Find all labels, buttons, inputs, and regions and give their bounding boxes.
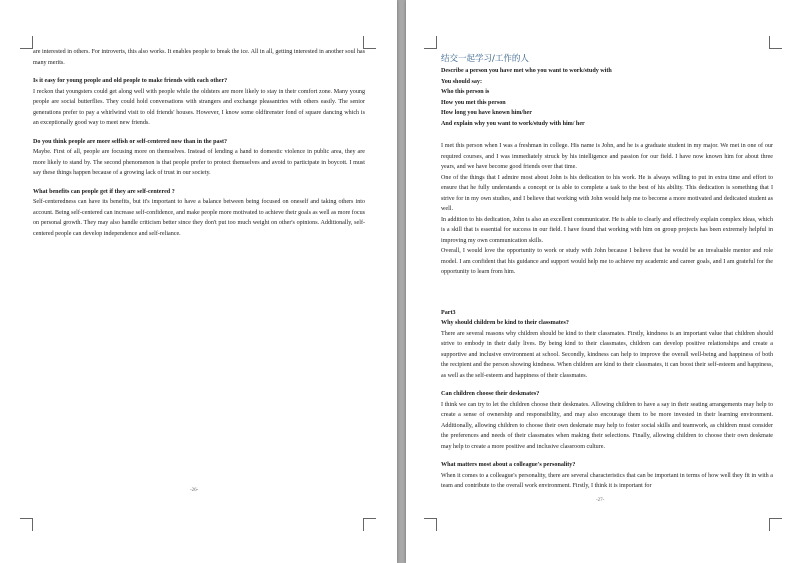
cue-card-point: How long you have known him/her bbox=[441, 110, 532, 116]
part-label: Part3 bbox=[441, 309, 456, 316]
cue-card-heading: Describe a person you have met who you want to work/study with bbox=[441, 68, 612, 74]
crop-mark bbox=[424, 36, 437, 49]
answer-paragraph: There are several reasons why children should be kind to their classmates. Firstly, kindness is an important value that children should strive to embody in their daily lives. By being kind to their classmates, children can develop positive relationships and create a supportive and inclusive environment at school. Secondly, kindness can help to improve the overall well-being and happiness of both the recipient and the person showing kindness. When children are kind to their classmates, it can boost their self-esteem and happiness, as well as the self-esteem and happiness of their classmates. bbox=[441, 330, 773, 379]
answer-paragraph: When it comes to a colleague's personality, there are several characteristics that can be important in terms of how well they fit in with a team and contribute to the overall work environment. Firstly, I think it is important for bbox=[441, 472, 773, 489]
right-page bbox=[406, 0, 805, 563]
cue-card-point: How you met this person bbox=[441, 99, 506, 106]
question-heading: What benefits can people get if they are self-centered ? bbox=[33, 188, 175, 195]
left-page-body bbox=[33, 47, 365, 239]
answer-paragraph: In addition to his dedication, John is also an excellent communicator. He is able to clearly and effectively explain complex ideas, which is a skill that is essential for success in our field. I have found that working with him on group projects has been extremely helpful in improving my own communication skills. bbox=[441, 216, 773, 244]
answer-paragraph: One of the things that I admire most about John is his dedication to his work. He is always willing to put in extra time and effort to ensure that he fully understands a concept or is able to complete a task to the best of his ability. This dedication is something that I strive for in my own studies, and I believe that working with John would help me to become a more motivated and dedicated student as well. bbox=[441, 174, 773, 212]
cue-card-point: And explain why you want to work/study with him/ her bbox=[441, 120, 585, 127]
cue-card-point: Who this person is bbox=[441, 89, 490, 95]
crop-mark bbox=[20, 36, 33, 49]
left-page bbox=[0, 0, 397, 563]
spacer bbox=[441, 278, 773, 308]
answer-paragraph: Overall, I would love the opportunity to work or study with John because I believe that he would be an invaluable mentor and role model. I am confident that his guidance and support would help me to achieve my academic and career goals, and I am grateful for the opportunity to learn from him. bbox=[441, 248, 773, 275]
answer-paragraph: Self-centeredness can have its benefits, but it's important to have a balance between being focused on oneself and taking others into account. Being self-centered can increase self-confidence, and make people more motivated to achieve their goals as well as more focus on personal growth. They may also handle criticism better since they don't put too much weight on other's opinions. Additionally, self-centered people can develop independence and self-reliance. bbox=[33, 199, 365, 237]
crop-mark bbox=[769, 36, 782, 49]
question-heading: What matters most about a colleague's personality? bbox=[441, 462, 576, 468]
intro-paragraph: are interested in others. For introverts, this also works. It enables people to break the ice. All in all, getting interested in another soul has many merits. bbox=[33, 49, 365, 66]
question-heading: Is it easy for young people and old people to make friends with each other? bbox=[33, 78, 228, 84]
crop-mark bbox=[769, 518, 782, 531]
crop-mark bbox=[363, 518, 376, 531]
answer-paragraph: Maybe. First of all, people are focusing more on themselves. Instead of lending a hand to domestic violence in public area, they are more likely to stand by. The second phenomenon is that people prefer to protect themselves and avoid to participate in boycott. I must say these things happen because of a growing lack of trust in our society. bbox=[33, 149, 365, 176]
crop-mark bbox=[20, 518, 33, 531]
page-number: -27- bbox=[596, 498, 605, 503]
answer-paragraph: I think we can try to let the children choose their deskmates. Allowing children to have a say in their seating arrangements may help to create a sense of ownership and responsibility, and may also encourage them to be more invested in their learning environment. Additionally, allowing children to choose their own deskmate may help to foster social skills and teamwork, as children must consider the preferences and needs of their classmates when making their selections. Finally, allowing children to choose their own deskmate may help to create a more positive and inclusive classroom culture. bbox=[441, 401, 773, 450]
answer-paragraph: I reckon that youngsters could get along well with people while the oldsters are more likely to stay in their comfort zone. Many young people are social butterflies. They could hold conversations with strangers and exchange pleasantries with others easily. The senior generations prefer to pay a whirlwind visit to old friends' houses. However, I know some oldfirenster fond of square dancing which is an exceptionally good way to meet new friends. bbox=[33, 88, 365, 126]
crop-mark bbox=[424, 518, 437, 531]
answer-paragraph: I met this person when I was a freshman in college. His name is John, and he is a graduate student in my major. We met in one of our required courses, and I was immediately struck by his intelligence and passion for our field. I have now known him for about three years, and we have become good friends over that time. bbox=[441, 143, 773, 170]
question-heading: Why should children be kind to their classmates? bbox=[441, 320, 569, 326]
right-page-body bbox=[441, 52, 773, 492]
spacer bbox=[441, 129, 773, 141]
question-heading: Can children choose their deskmates? bbox=[441, 391, 540, 397]
question-heading: Do you think people are more selfish or self-centered now than in the past? bbox=[33, 138, 228, 145]
section-title: 结交一起学习/工作的人 bbox=[441, 54, 529, 64]
cue-card-intro: You should say: bbox=[441, 78, 482, 85]
page-number: -26- bbox=[190, 488, 199, 493]
